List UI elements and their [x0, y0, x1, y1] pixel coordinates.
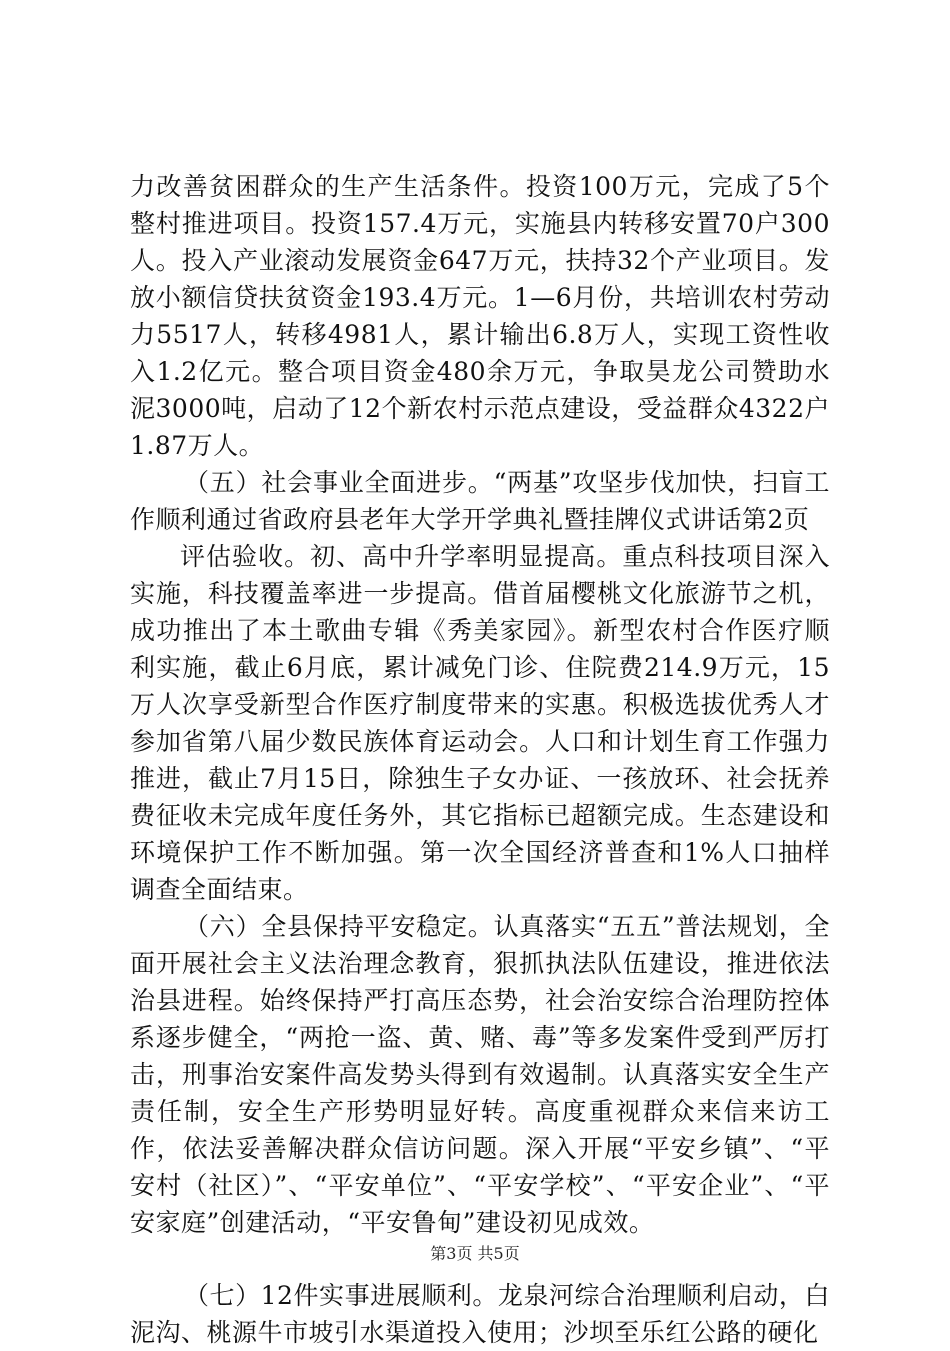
paragraph-practical-matters: （七）12件实事进展顺利。龙泉河综合治理顺利启动，白泥沟、桃源牛市坡引水渠道投入使用；沙坝至乐红公路的硬化 [130, 1281, 830, 1347]
document-body [130, 168, 830, 1351]
page-footer: 第3页 共5页 [430, 1244, 520, 1263]
paragraph-poverty-relief: 力改善贫困群众的生产生活条件。投资100万元，完成了5个整村推进项目。投资157.4万元，实施县内转移安置70户300人。投入产业滚动发展资金647万元，扶持32个产业项目。发放小额信贷扶贫资金193.4万元。1—6月份，共培训农村劳动力5517人，转移4981人，累计输出6.8万人，实现工资性收入1.2亿元。整合项目资金480余万元，争取昊龙公司赞助水泥3000吨，启动了12个新农村示范点建设，受益群众4322户1.87万人。 [130, 172, 830, 460]
paragraph-social-affairs: （五）社会事业全面进步。“两基”攻坚步伐加快，扫盲工作顺利通过省政府县老年大学开学典礼暨挂牌仪式讲话第2页 [130, 468, 830, 534]
paragraph-public-safety: （六）全县保持平安稳定。认真落实“五五”普法规划，全面开展社会主义法治理念教育，狠抓执法队伍建设，推进依法治县进程。始终保持严打高压态势，社会治安综合治理防控体系逐步健全，“两抢一盗、黄、赌、毒”等多发案件受到严厉打击，刑事治安案件高发势头得到有效遏制。认真落实安全生产责任制，安全生产形势明显好转。高度重视群众来信来访工作，依法妥善解决群众信访问题。深入开展“平安乡镇”、“平安村（社区）”、“平安单位”、“平安学校”、“平安企业”、“平安家庭”创建活动，“平安鲁甸”建设初见成效。 [130, 912, 830, 1237]
paragraph-evaluation: 评估验收。初、高中升学率明显提高。重点科技项目深入实施，科技覆盖率进一步提高。借首届樱桃文化旅游节之机，成功推出了本土歌曲专辑《秀美家园》。新型农村合作医疗顺利实施，截止6月底，累计减免门诊、住院费214.9万元，15万人次享受新型合作医疗制度带来的实惠。积极选拔优秀人才参加省第八届少数民族体育运动会。人口和计划生育工作强力推进，截止7月15日，除独生子女办证、一孩放环、社会抚养费征收未完成年度任务外，其它指标已超额完成。生态建设和环境保护工作不断加强。第一次全国经济普查和1%人口抽样调查全面结束。 [130, 542, 830, 904]
